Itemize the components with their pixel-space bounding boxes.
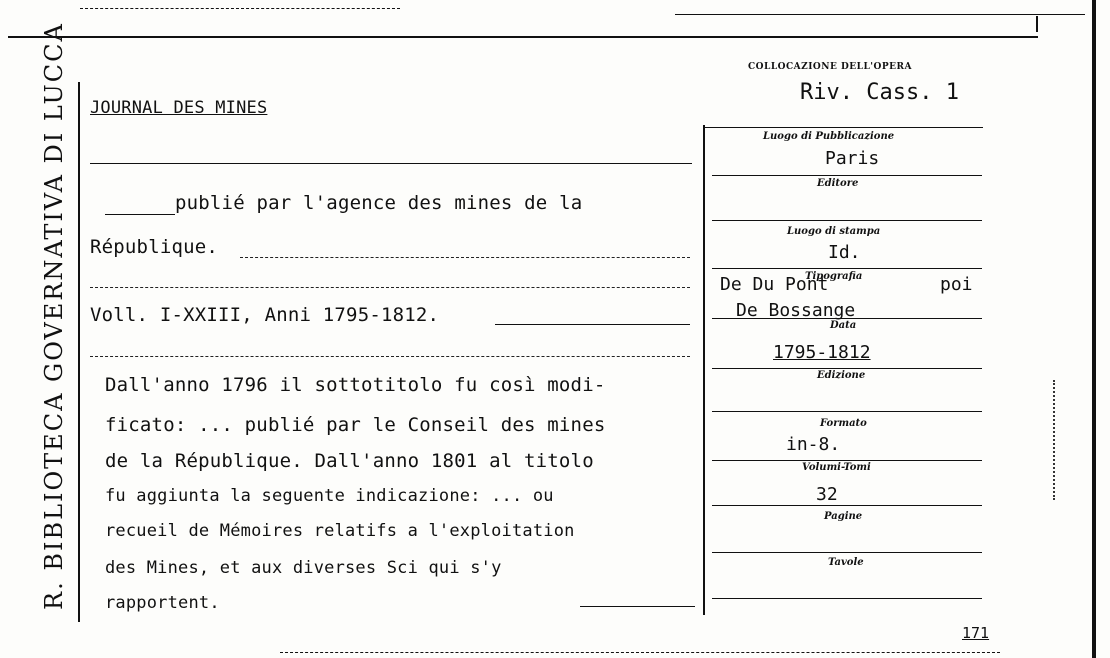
field-label-data: Data bbox=[830, 320, 857, 331]
field-label-luogo-pubblicazione: Luogo di Pubblicazione bbox=[763, 131, 895, 142]
field-label-edizione: Edizione bbox=[817, 370, 866, 381]
collocation-value: Riv. Cass. 1 bbox=[800, 80, 959, 105]
card-number: 171 bbox=[962, 624, 990, 642]
rule-4 bbox=[495, 324, 690, 325]
top-tick bbox=[1036, 16, 1038, 32]
field-value-formato: in-8. bbox=[786, 434, 841, 455]
field-label-tavole: Tavole bbox=[828, 557, 864, 568]
left-margin-rule bbox=[78, 82, 80, 622]
desc-line-9: des Mines, et aux diverses Sci qui s'y bbox=[105, 558, 502, 578]
field-label-editore: Editore bbox=[817, 178, 859, 189]
field-value-tipografia-poi: poi bbox=[940, 274, 973, 295]
library-name: R. BIBLIOTECA GOVERNATIVA DI LUCCA bbox=[40, 22, 68, 610]
top-rule-thin bbox=[675, 14, 1085, 15]
rule-4b bbox=[90, 356, 690, 357]
field-label-formato: Formato bbox=[820, 418, 867, 429]
field-value-volumi-tomi: 32 bbox=[816, 484, 838, 505]
field-rule-8 bbox=[712, 505, 982, 506]
collocation-label: COLLOCAZIONE DELL'OPERA bbox=[748, 62, 912, 72]
field-rule-5 bbox=[712, 368, 982, 369]
desc-line-4: Dall'anno 1796 il sottotitolo fu così modi- bbox=[105, 374, 606, 396]
field-rule-1 bbox=[712, 175, 982, 176]
top-rule-thin-left bbox=[80, 8, 400, 9]
field-value-data: 1795-1812 bbox=[773, 342, 871, 363]
field-rule-4 bbox=[712, 318, 982, 319]
bottom-rule bbox=[280, 652, 1000, 653]
field-rule-3 bbox=[712, 268, 982, 269]
field-value-tipografia-2: De Bossange bbox=[736, 300, 856, 321]
field-rule-10 bbox=[712, 598, 982, 599]
field-column-rule bbox=[703, 125, 705, 615]
rule-bottom-desc bbox=[580, 606, 695, 607]
desc-line-5: ficato: ... publié par le Conseil des mines bbox=[105, 414, 606, 436]
field-value-tipografia: De Du Pont bbox=[720, 274, 829, 295]
rule-3 bbox=[240, 257, 690, 258]
desc-line-6: de la République. Dall'anno 1801 al titolo bbox=[105, 450, 594, 472]
rule-3b bbox=[90, 287, 690, 288]
field-rule-7 bbox=[712, 460, 982, 461]
rule-2 bbox=[105, 214, 175, 215]
desc-line-1: publié par l'agence des mines de la bbox=[175, 192, 583, 214]
field-label-luogo-stampa: Luogo di stampa bbox=[787, 226, 881, 237]
field-label-tipografia: Tipografia bbox=[805, 271, 863, 282]
desc-line-10: rapportent. bbox=[105, 593, 220, 613]
field-rule-2 bbox=[712, 220, 982, 221]
rule-1 bbox=[90, 163, 692, 164]
top-rule bbox=[8, 36, 1038, 38]
field-label-volumi-tomi: Volumi-Tomi bbox=[802, 462, 871, 473]
desc-line-8: recueil de Mémoires relatifs a l'exploitation bbox=[105, 521, 575, 541]
right-edge bbox=[1092, 0, 1096, 658]
field-label-pagine: Pagine bbox=[824, 511, 863, 522]
desc-line-2: République. bbox=[90, 236, 219, 258]
field-value-luogo-pubblicazione: Paris bbox=[825, 148, 880, 169]
field-rule-6 bbox=[712, 411, 982, 412]
scan-marks bbox=[1053, 380, 1058, 500]
card-title: JOURNAL DES MINES bbox=[90, 98, 268, 118]
field-value-luogo-stampa: Id. bbox=[828, 242, 861, 263]
field-column-top bbox=[703, 127, 983, 128]
desc-line-3: Voll. I-XXIII, Anni 1795-1812. bbox=[90, 304, 440, 326]
desc-line-7: fu aggiunta la seguente indicazione: ... ou bbox=[105, 486, 554, 506]
field-rule-9 bbox=[712, 552, 982, 553]
